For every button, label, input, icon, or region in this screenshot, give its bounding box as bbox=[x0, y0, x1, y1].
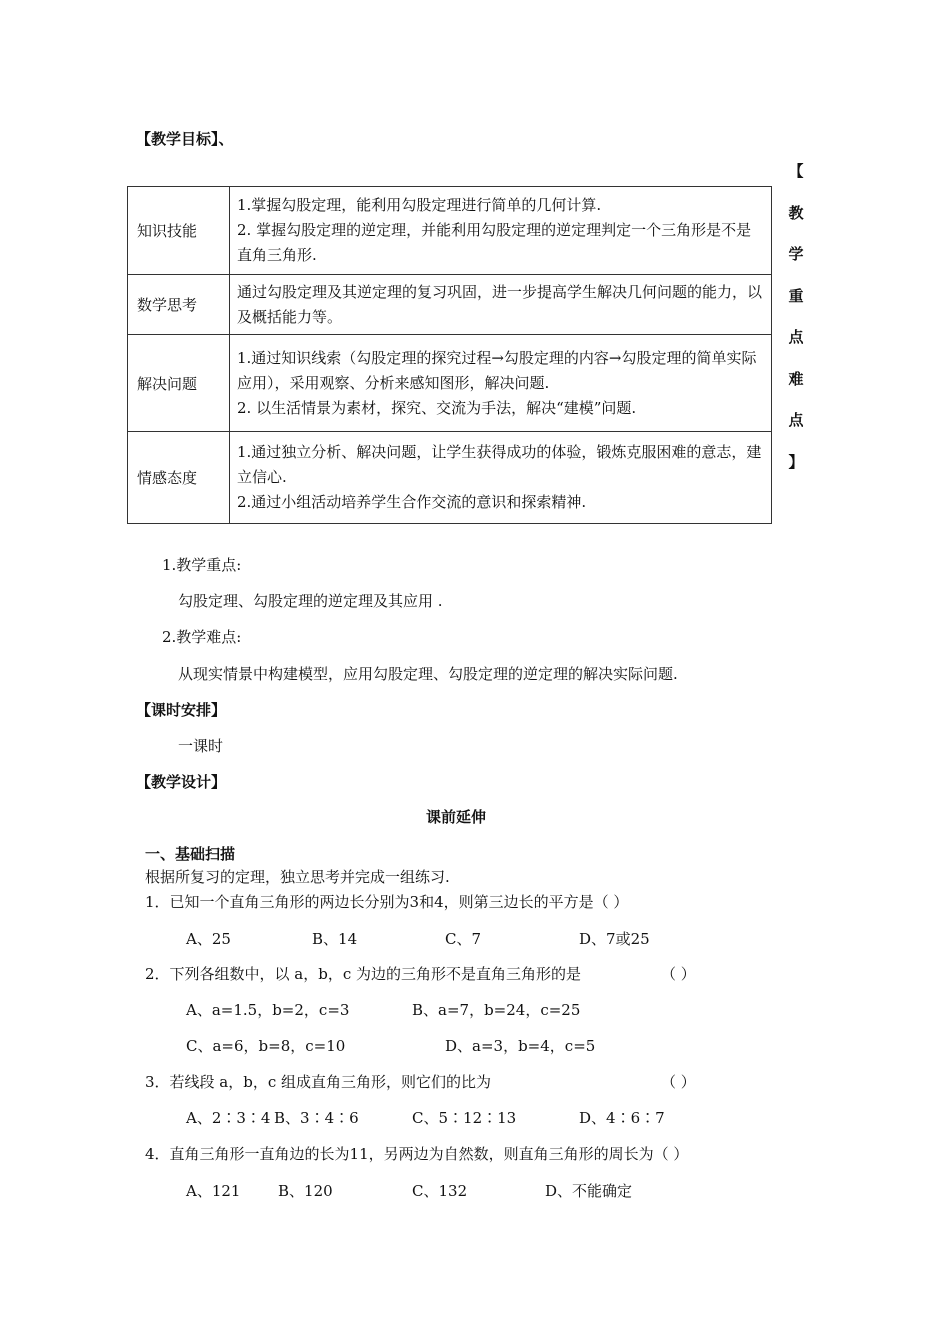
table-row bbox=[128, 432, 772, 524]
question-2-stem: 2．下列各组数中，以 a，b，c 为边的三角形不是直角三角形的是 bbox=[145, 965, 582, 983]
q2-option-a: A、a=1.5，b=2，c=3 bbox=[186, 1001, 350, 1019]
section-title: 课前延伸 bbox=[426, 808, 487, 826]
q3-option-c: C、5∶12∶13 bbox=[412, 1109, 517, 1127]
q1-option-d: D、7或25 bbox=[579, 930, 650, 948]
schedule-heading: 【课时安排】 bbox=[136, 701, 227, 719]
side-heading-char: 学 bbox=[788, 245, 804, 263]
schedule-text: 一课时 bbox=[178, 737, 224, 755]
objectives-table bbox=[127, 186, 772, 524]
content-line: 2. 以生活情景为素材，探究、交流为手法，解决“建模”问题. bbox=[237, 398, 637, 417]
table-row bbox=[128, 275, 772, 335]
side-heading-char: 】 bbox=[788, 452, 804, 471]
q4-option-b: B、120 bbox=[278, 1182, 333, 1200]
row-label: 情感态度 bbox=[128, 432, 230, 524]
content-line: 2.通过小组活动培养学生合作交流的意识和探索精神. bbox=[237, 493, 587, 511]
content-line: 通过勾股定理及其逆定理的复习巩固，进一步提高学生解决几何问题的能力，以及概括能力等。 bbox=[237, 282, 763, 326]
row-content bbox=[230, 432, 772, 524]
row-label: 数学思考 bbox=[128, 275, 230, 335]
content-line: 1.通过知识线索（勾股定理的探究过程→勾股定理的内容→勾股定理的简单实际应用），采用观察、分析来感知图形，解决问题. bbox=[237, 348, 757, 392]
row-label: 解决问题 bbox=[128, 335, 230, 432]
part-intro: 根据所复习的定理，独立思考并完成一组练习. bbox=[145, 868, 450, 886]
part-heading: 一、基础扫描 bbox=[145, 845, 236, 863]
q1-option-a: A、25 bbox=[186, 930, 231, 948]
content-line: 1.通过独立分析、解决问题，让学生获得成功的体验，锻炼克服困难的意志，建立信心. bbox=[237, 443, 762, 486]
q3-option-a: A、2∶3∶4 bbox=[186, 1109, 271, 1127]
question-3-stem: 3．若线段 a，b，c 组成直角三角形，则它们的比为 bbox=[145, 1073, 492, 1091]
q3-option-b: B、3∶4∶6 bbox=[274, 1109, 359, 1127]
row-label: 知识技能 bbox=[128, 187, 230, 275]
key-point-text: 勾股定理、勾股定理的逆定理及其应用 . bbox=[178, 592, 443, 610]
q4-option-d: D、不能确定 bbox=[545, 1182, 633, 1200]
q2-option-b: B、a=7，b=24，c=25 bbox=[412, 1001, 581, 1019]
objectives-heading: 【教学目标】、 bbox=[136, 130, 234, 148]
question-1-stem: 1．已知一个直角三角形的两边长分别为3和4，则第三边长的平方是（ ） bbox=[145, 893, 629, 911]
row-content bbox=[230, 187, 772, 275]
key-point-label: 1.教学重点: bbox=[162, 556, 242, 574]
table-row bbox=[128, 335, 772, 432]
content-line: 1.掌握勾股定理，能利用勾股定理进行简单的几何计算. bbox=[237, 196, 602, 214]
side-heading-char: 教 bbox=[788, 203, 804, 222]
difficulty-text: 从现实情景中构建模型，应用勾股定理、勾股定理的逆定理的解决实际问题. bbox=[178, 665, 678, 683]
row-content bbox=[230, 275, 772, 335]
q2-option-c: C、a=6，b=8，c=10 bbox=[186, 1037, 346, 1055]
side-heading-char: 点 bbox=[788, 411, 804, 429]
question-2-bracket: （ ） bbox=[661, 965, 696, 983]
content-line: 2. 掌握勾股定理的逆定理，并能利用勾股定理的逆定理判定一个三角形是不是直角三角形. bbox=[237, 221, 752, 264]
row-content bbox=[230, 335, 772, 432]
table-row bbox=[128, 187, 772, 275]
difficulty-label: 2.教学难点: bbox=[162, 628, 242, 646]
design-heading: 【教学设计】 bbox=[136, 773, 227, 791]
side-heading-char: 【 bbox=[788, 162, 804, 180]
q4-option-a: A、121 bbox=[186, 1182, 241, 1200]
q2-option-d: D、a=3，b=4，c=5 bbox=[445, 1037, 596, 1055]
q4-option-c: C、132 bbox=[412, 1182, 468, 1200]
side-heading-char: 难 bbox=[788, 369, 804, 388]
question-4-stem: 4．直角三角形一直角边的长为11，另两边为自然数，则直角三角形的周长为（ ） bbox=[145, 1145, 689, 1163]
q1-option-b: B、14 bbox=[312, 930, 358, 948]
side-heading-char: 点 bbox=[788, 328, 804, 346]
question-3-bracket: （ ） bbox=[661, 1073, 696, 1091]
side-heading-char: 重 bbox=[788, 286, 804, 305]
q3-option-d: D、4∶6∶7 bbox=[579, 1109, 665, 1127]
q1-option-c: C、7 bbox=[445, 930, 482, 948]
side-heading-vertical bbox=[784, 160, 808, 492]
